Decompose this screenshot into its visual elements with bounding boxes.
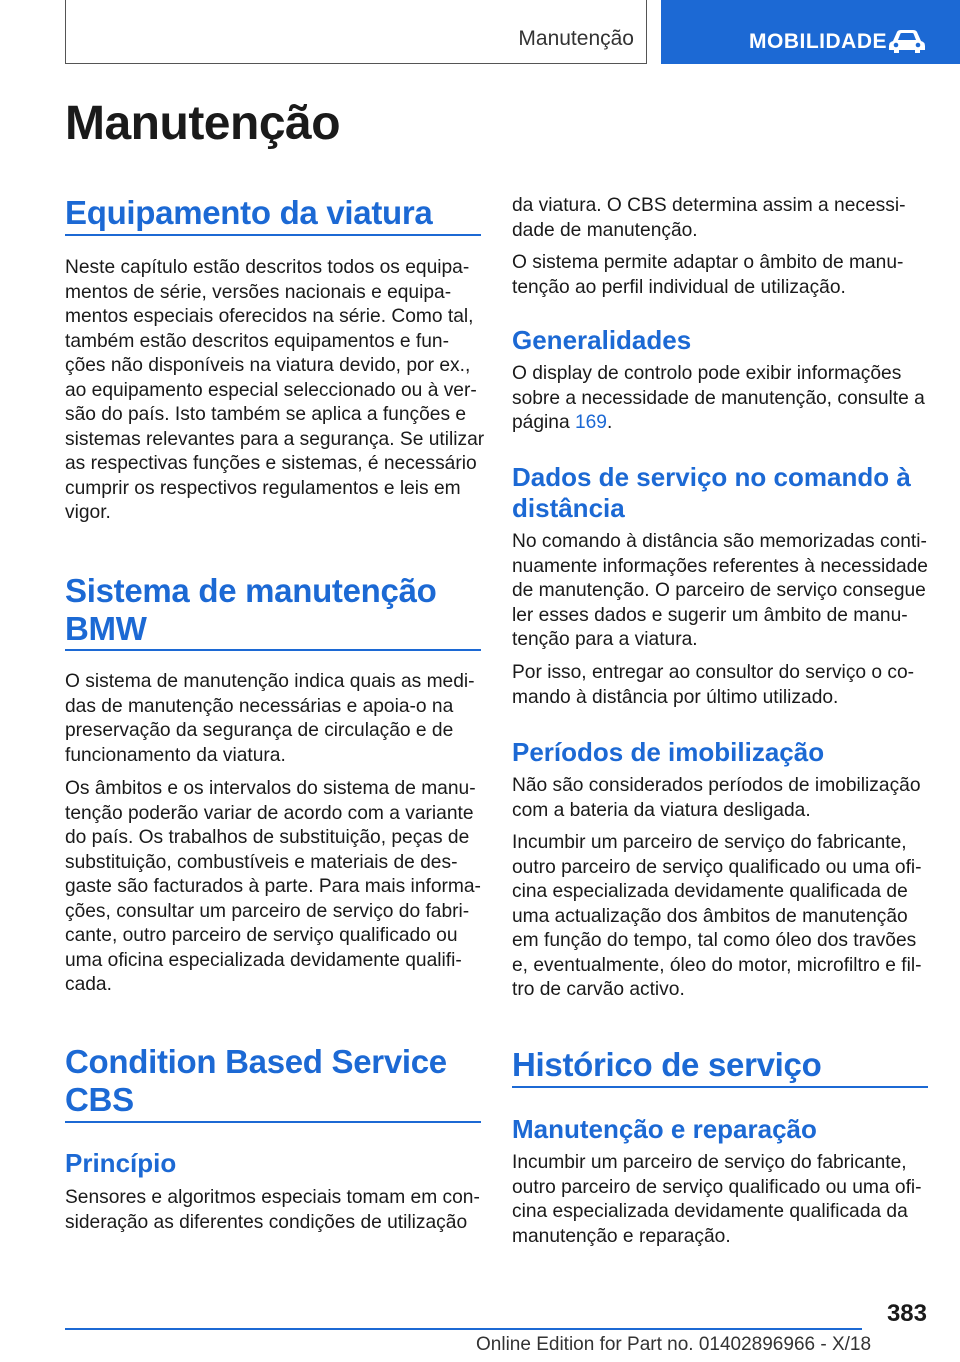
paragraph-cbs-cont-1: da viatura. O CBS determina assim a necessi- dade de manutenção. bbox=[512, 195, 906, 241]
heading-rule bbox=[512, 1086, 928, 1088]
car-icon bbox=[887, 28, 927, 54]
chapter-tab-label: MOBILIDADE bbox=[749, 30, 887, 53]
paragraph-cbs-cont-2: O sistema permite adaptar o âmbito de manu- tenção ao perfil individual de utilização. bbox=[512, 252, 904, 298]
heading-generalidades: Generalidades bbox=[512, 325, 692, 355]
heading-manutencao-reparacao: Manutenção e reparação bbox=[512, 1114, 817, 1144]
chapter-tab bbox=[661, 0, 960, 64]
heading-rule bbox=[65, 1121, 481, 1123]
section-tab bbox=[65, 0, 647, 64]
paragraph-reparacao: Incumbir um parceiro de serviço do fabricante, outro parceiro de serviço qualificado ou uma ofi- cina especializada devidamente qualificada da manutenção e reparação. bbox=[512, 1152, 922, 1247]
page-link-169[interactable]: 169 bbox=[574, 412, 607, 433]
heading-principio: Princípio bbox=[65, 1148, 177, 1178]
heading-rule bbox=[65, 234, 481, 236]
paragraph-text: O display de controlo pode exibir informações sobre a necessidade de manutenção, consulte a página bbox=[512, 363, 925, 433]
paragraph-equipamento: Neste capítulo estão descritos todos os equipa- mentos de série, versões nacionais e equipa- mentos especiais oferecidos na série. Como tal, também estão descritos equipamentos e fun- ções não disponíveis na viatura devido, por ex., ao equipamento especial seleccionado ou à ver- são do país. Isto também se aplica a funções e sistemas relevantes para a segurança. Se utilizar as respectivas funções e sistemas, é necessário cumprir os respectivos regulamentos e leis em vigor. bbox=[65, 257, 485, 523]
paragraph-text: . bbox=[606, 412, 613, 433]
paragraph-sistema-1: O sistema de manutenção indica quais as medi- das de manutenção necessárias e apoia-o na preservação da segurança de circulação e de funcionamento da viatura. bbox=[65, 671, 475, 766]
heading-imobilizacao: Períodos de imobilização bbox=[512, 737, 825, 767]
section-tab-label: Manutenção bbox=[518, 27, 634, 50]
heading-rule bbox=[65, 649, 481, 651]
heading-equipamento: Equipamento da viatura bbox=[65, 194, 433, 231]
paragraph-principio: Sensores e algoritmos especiais tomam em con- sideração as diferentes condições de utilização bbox=[65, 1187, 480, 1233]
paragraph-dados-1: No comando à distância são memorizadas conti- nuamente informações referentes à necessidade de manutenção. O parceiro de serviço consegue ler esses dados e sugerir um âmbito de manu- tenção para a viatura. bbox=[512, 531, 928, 650]
heading-dados-servico: Dados de serviço no comando à distância bbox=[512, 462, 911, 523]
paragraph-imobilizacao-2: Incumbir um parceiro de serviço do fabricante, outro parceiro de serviço qualificado ou uma ofi- cina especializada devidamente qualificada de uma actualização dos âmbitos de manutenção em função do tempo, tal como óleo dos travões e, eventualmente, óleo do motor, microfiltro e fil- tro de carvão activo. bbox=[512, 832, 922, 1000]
heading-sistema-manutencao: Sistema de manutenção BMW bbox=[65, 572, 437, 647]
page-title: Manutenção bbox=[65, 97, 341, 150]
paragraph-generalidades bbox=[512, 362, 932, 436]
heading-historico: Histórico de serviço bbox=[512, 1046, 822, 1083]
footer-edition: Online Edition for Part no. 01402896966 - X/18 bbox=[476, 1334, 872, 1355]
heading-cbs: Condition Based Service CBS bbox=[65, 1043, 447, 1118]
footer-rule bbox=[65, 1328, 862, 1330]
paragraph-sistema-2: Os âmbitos e os intervalos do sistema de manu- tenção poderão variar de acordo com a variante do país. Os trabalhos de substituição, peças de substituição, combustíveis e materiais de des- gaste são facturados à parte. Para mais informa- ções, consultar um parceiro de serviço do fabri- cante, outro parceiro de serviço qualificado ou uma oficina especializada devidamente qualifi- cada. bbox=[65, 778, 481, 995]
paragraph-imobilizacao-1: Não são considerados períodos de imobilização com a bateria da viatura desligada. bbox=[512, 775, 921, 821]
page-number: 383 bbox=[886, 1300, 927, 1327]
paragraph-dados-2: Por isso, entregar ao consultor do serviço o co- mando à distância por último utilizado. bbox=[512, 662, 915, 708]
